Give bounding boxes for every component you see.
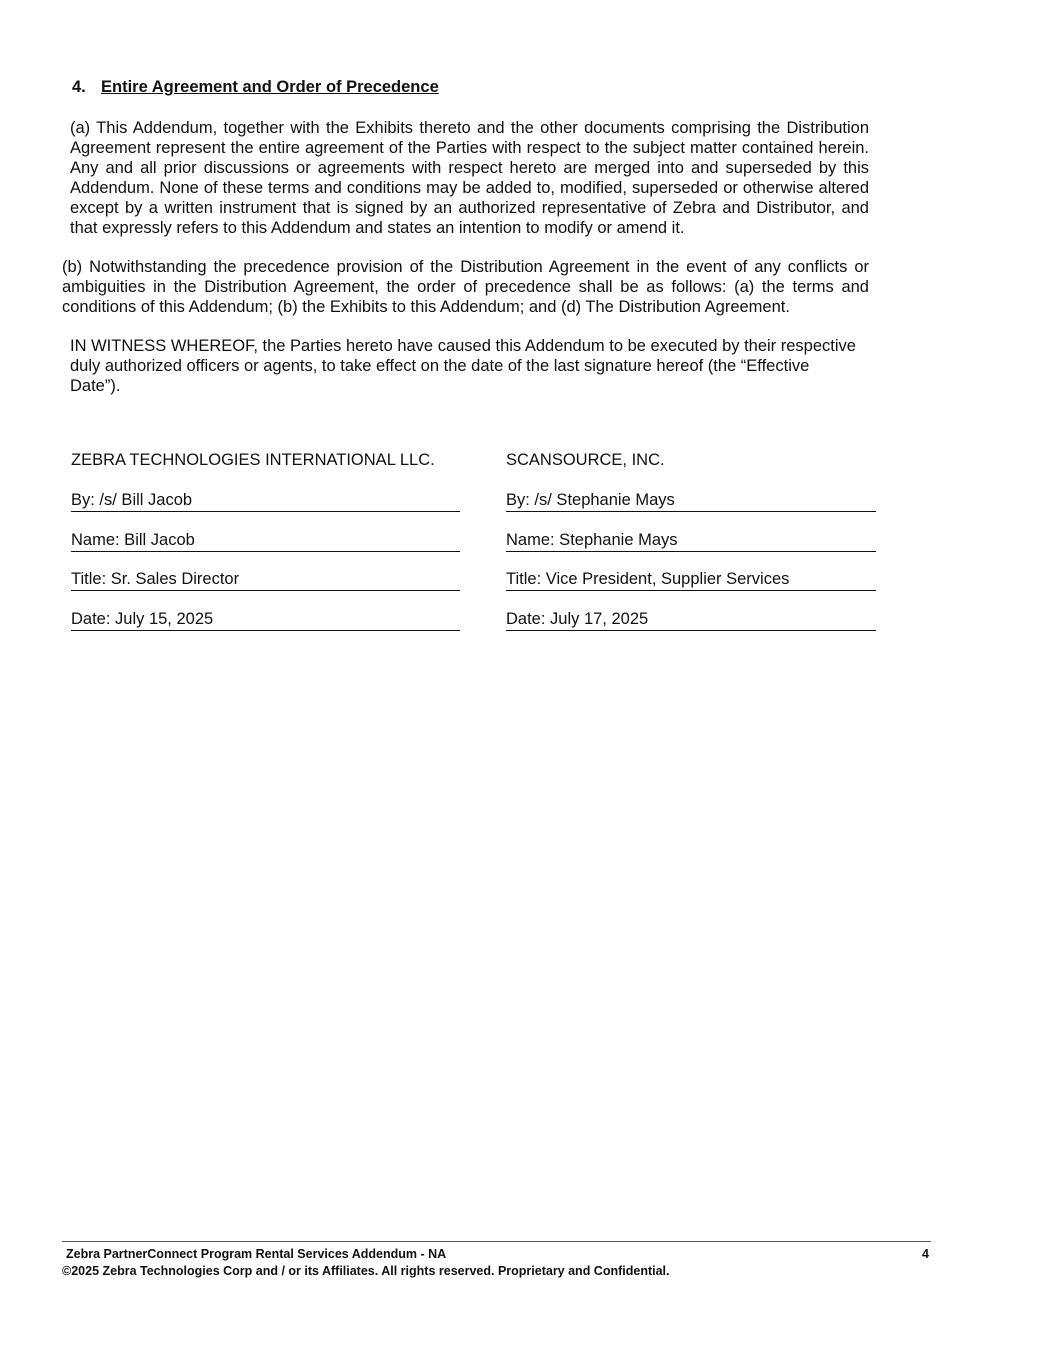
signature-title-line [506,569,876,591]
paragraph-b: (b) Notwithstanding the precedence provision of the Distribution Agreement in the event of any conflicts or ambiguities in the Distribution Agreement, the order of precedence shall be as follows: (a) the terms and conditions of this Addendum; (b) the Exhibits to this Addendum; and (d) The Distribution Agreement. [62,258,869,316]
name-label: Name [71,531,116,549]
title-label: Title [71,570,102,588]
signature-name-line [71,530,460,552]
signature-title-line [71,569,460,591]
section-title: Entire Agreement and Order of Precedence [101,78,439,96]
by-label: By [506,491,526,509]
signature-block-zebra [71,450,460,628]
date-label: Date [506,610,541,628]
footer-page-number: 4 [922,1247,929,1261]
title-label: Title [506,570,537,588]
by-value: : /s/ Stephanie Mays [525,491,675,509]
paragraph-a: (a) This Addendum, together with the Exhibits thereto and the other documents comprising the Distribution Agreement represent the entire agreement of the Parties with respect to the subject matter contained herein. Any and all prior discussions or agreements with respect hereto are merged into and superseded by this Addendum. None of these terms and conditions may be added to, modified, superseded or otherwise altered except by a written instrument that is signed by an authorized representative of Zebra and Distributor, and that expressly refers to this Addendum and states an intention to modify or amend it. [70,119,869,237]
name-value: : Bill Jacob [115,531,195,549]
footer-document-title: Zebra PartnerConnect Program Rental Services Addendum - NA [66,1247,447,1261]
name-label: Name [506,531,551,549]
date-label: Date [71,610,106,628]
by-value: : /s/ Bill Jacob [90,491,193,509]
footer-copyright: ©2025 Zebra Technologies Corp and / or its Affiliates. All rights reserved. Proprietary and Confidential. [62,1264,670,1278]
company-name: SCANSOURCE, INC. [506,451,665,469]
signature-by-line [506,490,876,512]
signature-date-line [506,609,876,631]
date-value: : July 17, 2025 [540,610,649,628]
signature-by-line [71,490,460,512]
signature-date-line [71,609,460,631]
date-value: : July 15, 2025 [105,610,214,628]
footer-divider [62,1241,931,1242]
company-name: ZEBRA TECHNOLOGIES INTERNATIONAL LLC. [71,451,435,469]
signature-block-scansource [506,450,876,628]
title-value: : Sr. Sales Director [101,570,240,588]
signature-name-line [506,530,876,552]
section-number: 4. [72,78,86,96]
witness-paragraph: IN WITNESS WHEREOF, the Parties hereto have caused this Addendum to be executed by their respective duly authorized officers or agents, to take effect on the date of the last signature hereof (the “Effective Date”). [70,337,856,395]
section-heading [72,78,439,97]
title-value: : Vice President, Supplier Services [536,570,790,588]
by-label: By [71,491,91,509]
name-value: : Stephanie Mays [550,531,678,549]
